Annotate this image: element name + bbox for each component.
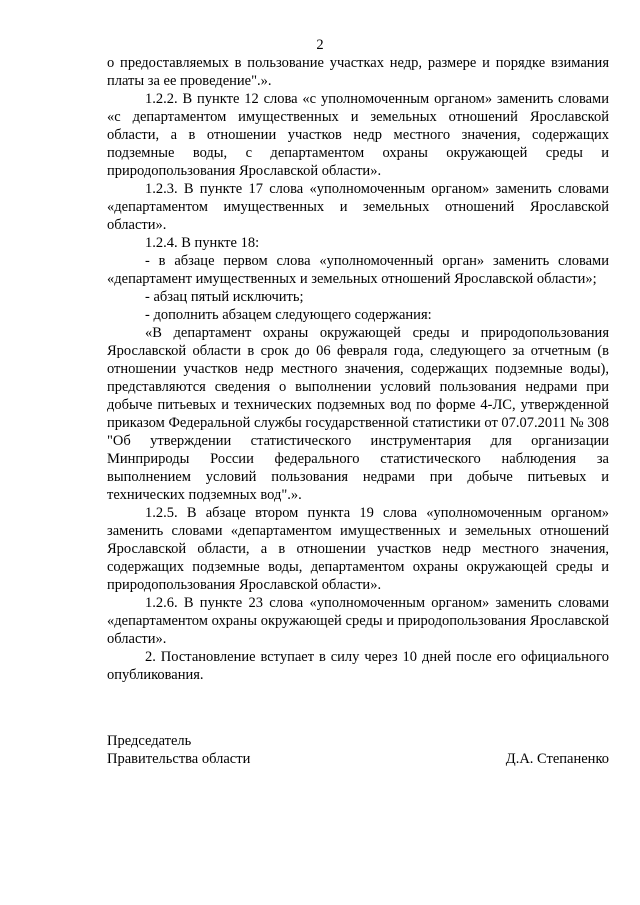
paragraph: 1.2.5. В абзаце втором пункта 19 слова «уполномоченным органом» заменить словами «департаментом имущественных и земельных отношений Ярославской области, а в отношении участков недр местного значения, содержащих подземные воды, департаментом охраны окружающей среды и природопользования Ярославской области».: [107, 505, 609, 593]
paragraph: «В департамент охраны окружающей среды и природопользования Ярославской области в срок до 06 февраля года, следующего за отчетным (в отношении участков недр местного значения, содержащих подземные воды), представляются сведения о выполнении условий пользования недрами при добыче питьевых и технических подземных вод по форме 4-ЛС, утвержденной приказом Федеральной службы государственной статистики от 07.07.2011 № 308 "Об утверждении статистического инструментария для организации Минприроды России федерального статистического наблюдения за выполнением условий пользования недрами при добыче питьевых и технических подземных вод".».: [107, 325, 609, 503]
paragraph: 1.2.2. В пункте 12 слова «с уполномоченным органом» заменить словами «с департаментом имущественных и земельных отношений Ярославской области, а в отношении участков недр местного значения, содержащих подземные воды, с департаментом охраны окружающей среды и природопользования Ярославской области».: [107, 91, 609, 179]
paragraph: 1.2.4. В пункте 18:: [145, 235, 260, 251]
document-body: [107, 54, 609, 684]
paragraph: - в абзаце первом слова «уполномоченный орган» заменить словами «департамент имущественных и земельных отношений Ярославской области»;: [107, 253, 609, 287]
paragraph: 1.2.6. В пункте 23 слова «уполномоченным органом» заменить словами «департаментом охраны окружающей среды и природопользования Ярославской области».: [107, 595, 609, 647]
paragraph: - абзац пятый исключить;: [145, 289, 304, 305]
paragraph: 2. Постановление вступает в силу через 10 дней после его официального опубликования.: [107, 649, 609, 683]
signature-block: [107, 732, 609, 768]
signature-row: [107, 750, 609, 768]
page-number: 2: [316, 37, 324, 53]
paragraph: - дополнить абзацем следующего содержания:: [145, 307, 432, 323]
signatory-title-line-2: Правительства области: [107, 751, 251, 767]
signatory-name: Д.А. Степаненко: [505, 751, 609, 767]
signatory-title-line-1: Председатель: [107, 733, 192, 749]
paragraph: 1.2.3. В пункте 17 слова «уполномоченным органом» заменить словами «департаментом имущественных и земельных отношений Ярославской области».: [107, 181, 609, 233]
paragraph: о предоставляемых в пользование участках недр, размере и порядке взимания платы за ее проведение".».: [107, 55, 609, 89]
